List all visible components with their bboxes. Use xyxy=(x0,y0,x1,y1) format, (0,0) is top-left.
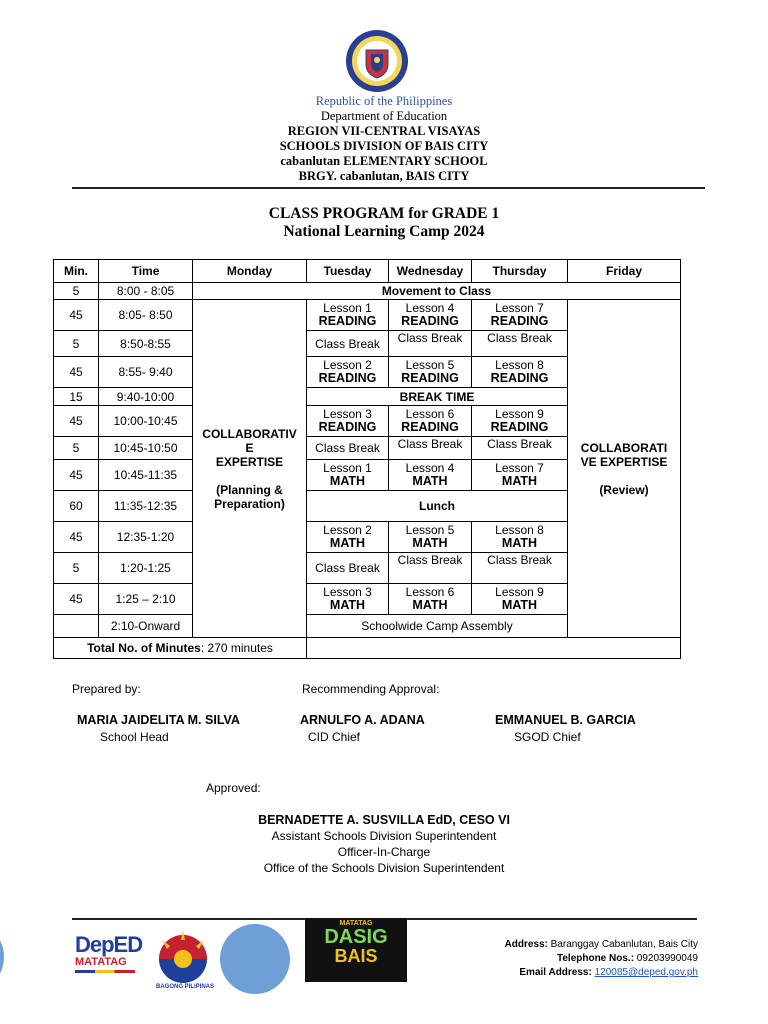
header-divider xyxy=(72,187,705,189)
subject-label: MATH xyxy=(329,474,366,488)
min-cell: 45 xyxy=(54,357,99,388)
phone-label: Telephone Nos.: xyxy=(556,953,635,964)
min-cell xyxy=(54,615,99,638)
subject-label: READING xyxy=(490,371,549,385)
title-line-2: National Learning Camp 2024 xyxy=(283,223,485,240)
lesson-label: Lesson 4 xyxy=(405,301,455,315)
susvilla-title-3: Office of the Schools Division Superintendent xyxy=(263,861,505,875)
class-break-cell: Class Break xyxy=(389,553,472,584)
class-break-cell: Class Break xyxy=(307,437,389,460)
friday-line-2: VE EXPERTISE xyxy=(580,454,668,469)
break-time-cell: BREAK TIME xyxy=(307,388,568,406)
monday-line-2: E xyxy=(245,440,254,455)
class-break-cell: Class Break xyxy=(389,437,472,460)
email-label: Email Address: xyxy=(519,967,592,978)
time-cell: 8:00 - 8:05 xyxy=(99,283,193,300)
lunch-cell: Lunch xyxy=(307,491,568,522)
email-link[interactable]: 120085@deped.gov.ph xyxy=(594,967,698,978)
min-cell: 15 xyxy=(54,388,99,406)
garcia-title: SGOD Chief xyxy=(514,730,581,744)
email-line xyxy=(505,966,698,980)
adana-title: CID Chief xyxy=(308,730,361,744)
lesson-cell xyxy=(389,584,472,615)
lesson-label: Lesson 6 xyxy=(405,585,455,599)
division-text: SCHOOLS DIVISION OF BAIS CITY xyxy=(279,139,489,153)
matatag-logo-text: MATATAG xyxy=(75,956,127,968)
lesson-cell xyxy=(389,406,472,437)
min-cell: 5 xyxy=(54,437,99,460)
time-cell: 10:45-11:35 xyxy=(99,460,193,491)
table-header-row xyxy=(54,260,681,283)
lesson-cell xyxy=(472,584,568,615)
class-break-cell: Class Break xyxy=(389,331,472,357)
subject-label: READING xyxy=(318,371,377,385)
monday-line-3: EXPERTISE xyxy=(215,454,284,469)
lesson-cell xyxy=(307,406,389,437)
time-cell: 8:50-8:55 xyxy=(99,331,193,357)
subject-label: MATH xyxy=(412,536,448,550)
header-tuesday: Tuesday xyxy=(307,260,389,283)
decorative-circle xyxy=(220,924,290,994)
subject-label: MATH xyxy=(501,598,538,612)
lesson-label: Lesson 6 xyxy=(405,407,455,421)
assembly-cell: Schoolwide Camp Assembly xyxy=(307,615,568,638)
class-break-cell: Class Break xyxy=(472,553,568,584)
subject-label: READING xyxy=(490,314,549,328)
min-cell: 60 xyxy=(54,491,99,522)
monday-cell xyxy=(193,300,307,638)
subject-label: READING xyxy=(401,420,459,434)
friday-cell xyxy=(568,300,681,638)
susvilla-name: BERNADETTE A. SUSVILLA EdD, CESO VI xyxy=(258,813,510,827)
subject-label: READING xyxy=(490,420,549,434)
lesson-cell xyxy=(307,584,389,615)
subject-label: MATH xyxy=(329,536,366,550)
table-row xyxy=(54,283,681,300)
lesson-cell xyxy=(472,460,568,491)
lesson-cell xyxy=(389,460,472,491)
lesson-cell xyxy=(389,300,472,331)
subject-label: READING xyxy=(318,420,377,434)
min-cell: 45 xyxy=(54,584,99,615)
barangay-text: BRGY. cabanlutan, BAIS CITY xyxy=(298,169,470,183)
lesson-label: Lesson 3 xyxy=(323,407,372,421)
lesson-label: Lesson 8 xyxy=(495,523,544,537)
header-friday: Friday xyxy=(568,260,681,283)
monday-line-4: (Planning & xyxy=(216,482,283,497)
header-wednesday: Wednesday xyxy=(389,260,472,283)
dasig-top-text: MATATAG xyxy=(339,920,373,927)
time-cell: 8:55- 9:40 xyxy=(99,357,193,388)
class-break-cell: Class Break xyxy=(472,437,568,460)
friday-line-1: COLLABORATI xyxy=(580,440,668,455)
lesson-label: Lesson 5 xyxy=(405,358,455,372)
deped-seal-icon xyxy=(344,28,410,94)
lesson-label: Lesson 9 xyxy=(495,407,544,421)
time-cell: 10:45-10:50 xyxy=(99,437,193,460)
lesson-label: Lesson 7 xyxy=(495,461,544,475)
silva-title: School Head xyxy=(100,730,169,744)
lesson-label: Lesson 4 xyxy=(405,461,455,475)
subject-label: MATH xyxy=(501,474,538,488)
movement-cell: Movement to Class xyxy=(193,283,681,300)
lesson-label: Lesson 2 xyxy=(323,358,372,372)
school-text: cabanlutan ELEMENTARY SCHOOL xyxy=(280,154,488,168)
lesson-cell xyxy=(472,406,568,437)
letterhead xyxy=(0,94,768,184)
lesson-cell xyxy=(307,357,389,388)
time-cell: 1:20-1:25 xyxy=(99,553,193,584)
header-time: Time xyxy=(99,260,193,283)
min-cell: 5 xyxy=(54,283,99,300)
total-row xyxy=(54,638,681,659)
monday-line-5: Preparation) xyxy=(214,496,285,511)
time-cell: 10:00-10:45 xyxy=(99,406,193,437)
adana-name: ARNULFO A. ADANA xyxy=(300,713,425,727)
lesson-cell xyxy=(472,357,568,388)
subject-label: MATH xyxy=(412,598,448,612)
class-program-table xyxy=(53,259,681,659)
phone-line xyxy=(505,952,698,966)
susvilla-title-2: Officer-In-Charge xyxy=(337,845,431,859)
lesson-cell xyxy=(307,300,389,331)
time-cell: 1:25 – 2:10 xyxy=(99,584,193,615)
lesson-label: Lesson 2 xyxy=(323,523,372,537)
class-break-cell: Class Break xyxy=(307,331,389,357)
bais-text: BAIS xyxy=(334,946,378,966)
bagong-pilipinas-logo-icon xyxy=(152,928,214,986)
min-cell: 45 xyxy=(54,522,99,553)
deped-matatag-logo xyxy=(75,932,151,992)
total-cell xyxy=(54,638,307,659)
time-cell: 2:10-Onward xyxy=(99,615,193,638)
document-title xyxy=(0,205,768,241)
department-text: Department of Education xyxy=(320,109,448,123)
subject-label: READING xyxy=(401,371,459,385)
approver-block xyxy=(184,812,584,876)
min-cell: 5 xyxy=(54,331,99,357)
recommending-label: Recommending Approval: xyxy=(302,682,440,696)
deped-logo-text: DepED xyxy=(75,932,143,957)
monday-line-1: COLLABORATIV xyxy=(202,426,297,441)
garcia-name: EMMANUEL B. GARCIA xyxy=(495,713,636,727)
lesson-cell xyxy=(307,522,389,553)
min-cell: 45 xyxy=(54,300,99,331)
silva-name: MARIA JAIDELITA M. SILVA xyxy=(77,713,240,727)
lesson-cell xyxy=(307,460,389,491)
subject-label: MATH xyxy=(501,536,538,550)
time-cell: 8:05- 8:50 xyxy=(99,300,193,331)
min-cell: 5 xyxy=(54,553,99,584)
approved-label: Approved: xyxy=(206,781,261,795)
susvilla-title-1: Assistant Schools Division Superintendent xyxy=(271,829,497,843)
lesson-label: Lesson 8 xyxy=(495,358,544,372)
logo-stripe xyxy=(75,970,135,973)
lesson-cell xyxy=(472,522,568,553)
time-cell: 11:35-12:35 xyxy=(99,491,193,522)
lesson-label: Lesson 5 xyxy=(405,523,455,537)
subject-label: MATH xyxy=(329,598,366,612)
subject-label: READING xyxy=(401,314,459,328)
min-cell: 45 xyxy=(54,460,99,491)
lesson-label: Lesson 9 xyxy=(495,585,544,599)
time-cell: 9:40-10:00 xyxy=(99,388,193,406)
subject-label: MATH xyxy=(412,474,448,488)
lesson-cell xyxy=(389,522,472,553)
header-thursday: Thursday xyxy=(472,260,568,283)
bagong-pilipinas-text: BAGONG PILIPINAS xyxy=(155,984,214,990)
address-value: Baranggay Cabanlutan, Bais City xyxy=(547,939,698,950)
lesson-label: Lesson 1 xyxy=(323,301,372,315)
min-cell: 45 xyxy=(54,406,99,437)
total-empty-cell xyxy=(307,638,681,659)
table-row xyxy=(54,300,681,331)
prepared-by-label: Prepared by: xyxy=(72,682,141,696)
address-label: Address: xyxy=(504,939,548,950)
lesson-cell xyxy=(472,300,568,331)
subject-label: READING xyxy=(318,314,377,328)
region-text: REGION VII-CENTRAL VISAYAS xyxy=(287,124,481,138)
time-cell: 12:35-1:20 xyxy=(99,522,193,553)
address-block xyxy=(505,938,698,980)
address-line xyxy=(505,938,698,952)
phone-value: 09203990049 xyxy=(634,953,698,964)
header-monday: Monday xyxy=(193,260,307,283)
class-break-cell: Class Break xyxy=(307,553,389,584)
lesson-label: Lesson 1 xyxy=(323,461,372,475)
friday-line-3: (Review) xyxy=(599,482,649,497)
title-line-1: CLASS PROGRAM for GRADE 1 xyxy=(268,205,500,222)
decorative-circle-left xyxy=(0,932,4,982)
total-value: : 270 minutes xyxy=(200,641,273,655)
dasig-bais-logo xyxy=(305,918,407,982)
lesson-label: Lesson 3 xyxy=(323,585,372,599)
dasig-text: DASIG xyxy=(324,926,388,948)
total-label: Total No. of Minutes xyxy=(87,641,201,655)
header-min: Min. xyxy=(54,260,99,283)
lesson-cell xyxy=(389,357,472,388)
class-break-cell: Class Break xyxy=(472,331,568,357)
republic-text: Republic of the Philippines xyxy=(315,94,453,108)
lesson-label: Lesson 7 xyxy=(495,301,544,315)
